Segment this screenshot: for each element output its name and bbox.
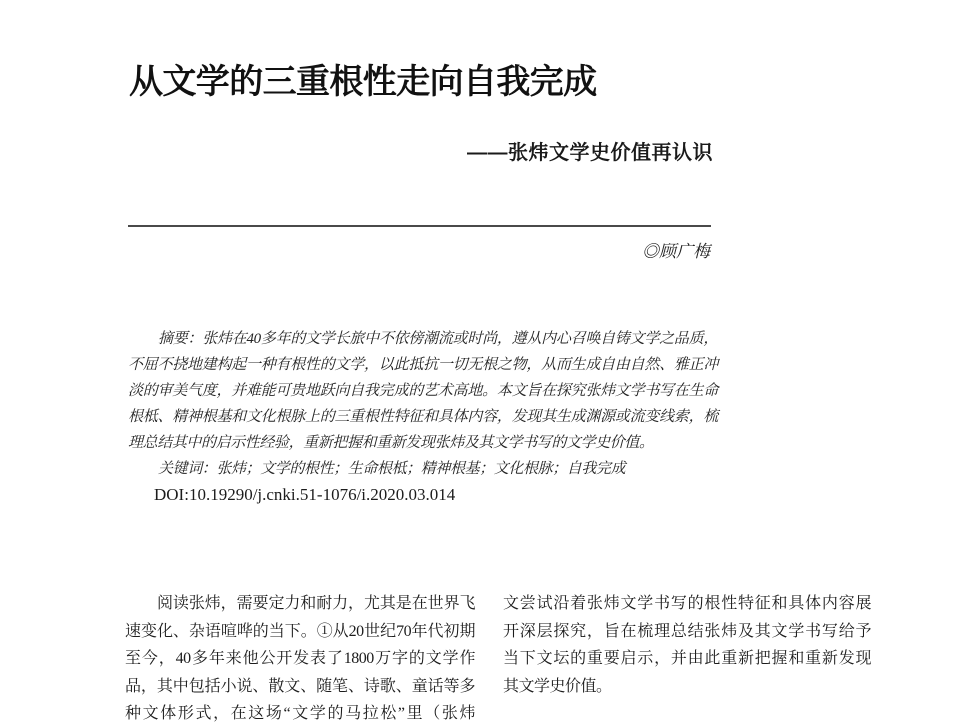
abstract-line: 不屈不挠地建构起一种有根性的文学，以此抵抗一切无根之物，从而生成自由自然、雅正冲 xyxy=(128,357,718,373)
body-column-left xyxy=(125,590,475,728)
body-text-line: 阅读张炜，需要定力和耐力，尤其是在世界飞 xyxy=(157,595,475,612)
body-text-line: 至今，40多年来他公开发表了1800万字的文学作 xyxy=(125,650,475,667)
body-text-line: 其文学史价值。 xyxy=(503,677,612,695)
article-title: 从文学的三重根性走向自我完成 xyxy=(129,64,597,101)
body-text-line: 当下文坛的重要启示，并由此重新把握和重新发现 xyxy=(503,650,871,667)
body-text-line: 种文体形式，在这场“文学的马拉松”里（张炜 xyxy=(125,705,475,722)
doi-line: DOI:10.19290/j.cnki.51-1076/i.2020.03.014 xyxy=(154,485,456,504)
body-text-line: 速变化、杂语喧哗的当下。①从20世纪70年代初期 xyxy=(125,622,475,640)
body-text-line: 文尝试沿着张炜文学书写的根性特征和具体内容展 xyxy=(503,595,871,612)
body-column-right xyxy=(503,590,871,700)
abstract-line: 理总结其中的启示性经验，重新把握和重新发现张炜及其文学书写的文学史价值。 xyxy=(128,435,654,451)
abstract-line: 根柢、精神根基和文化根脉上的三重根性特征和具体内容，发现其生成渊源或流变线索，梳 xyxy=(128,409,718,425)
abstract-line: 摘要：张炜在40多年的文学长旅中不依傍潮流或时尚，遵从内心召唤自铸文学之品质， xyxy=(158,331,718,347)
body-text-line: 开深层探究，旨在梳理总结张炜及其文学书写给予 xyxy=(503,622,871,640)
article-subtitle: ——张炜文学史价值再认识 xyxy=(467,142,713,164)
abstract-line: 淡的审美气度，并难能可贵地跃向自我完成的艺术高地。本文旨在探究张炜文学书写在生命 xyxy=(128,383,718,399)
abstract-block xyxy=(128,326,718,508)
body-text-line: 品，其中包括小说、散文、随笔、诗歌、童话等多 xyxy=(125,677,475,695)
keywords-line: 关键词：张炜；文学的根性；生命根柢；精神根基；文化根脉；自我完成 xyxy=(158,461,626,477)
title-divider-rule xyxy=(128,225,711,227)
author-name: ◎顾广梅 xyxy=(642,242,710,261)
